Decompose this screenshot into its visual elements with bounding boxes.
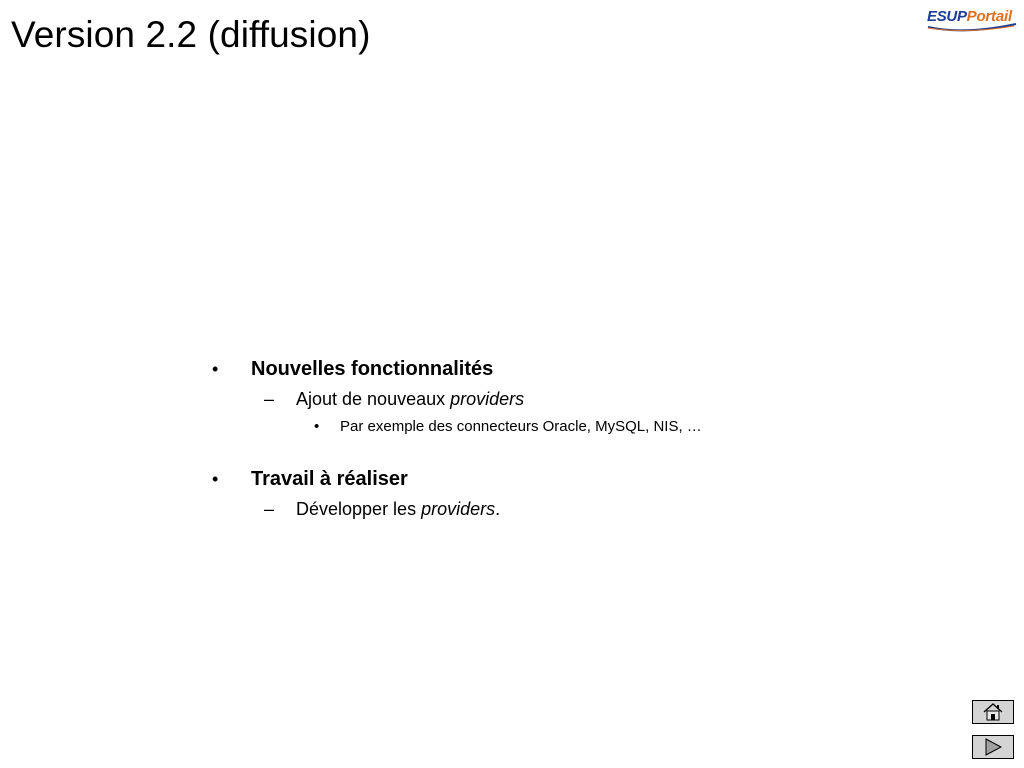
sub-item-text: Développer les providers. xyxy=(296,499,501,519)
bullet-dot: • xyxy=(314,418,320,435)
sub-item-text: Ajout de nouveaux providers xyxy=(296,389,525,409)
home-button[interactable] xyxy=(972,700,1014,724)
esup-portail-logo xyxy=(924,4,1020,34)
slide-title: Version 2.2 (diffusion) xyxy=(11,14,371,55)
heading-work-to-do: Travail à réaliser xyxy=(251,468,408,490)
home-icon xyxy=(982,702,1004,722)
bullet-dot: • xyxy=(212,359,219,379)
bullet-dot: • xyxy=(212,469,219,489)
dash-marker: – xyxy=(264,389,275,409)
play-next-icon xyxy=(982,737,1004,757)
dash-marker: – xyxy=(264,499,275,519)
detail-item-text: Par exemple des connecteurs Oracle, MySQL, NIS, … xyxy=(340,418,702,435)
logo-portail: Portail xyxy=(966,8,1012,25)
heading-new-features: Nouvelles fonctionnalités xyxy=(251,358,494,380)
logo-esup: ESUP xyxy=(927,8,967,25)
logo-text xyxy=(927,8,1012,25)
next-slide-button[interactable] xyxy=(972,735,1014,759)
